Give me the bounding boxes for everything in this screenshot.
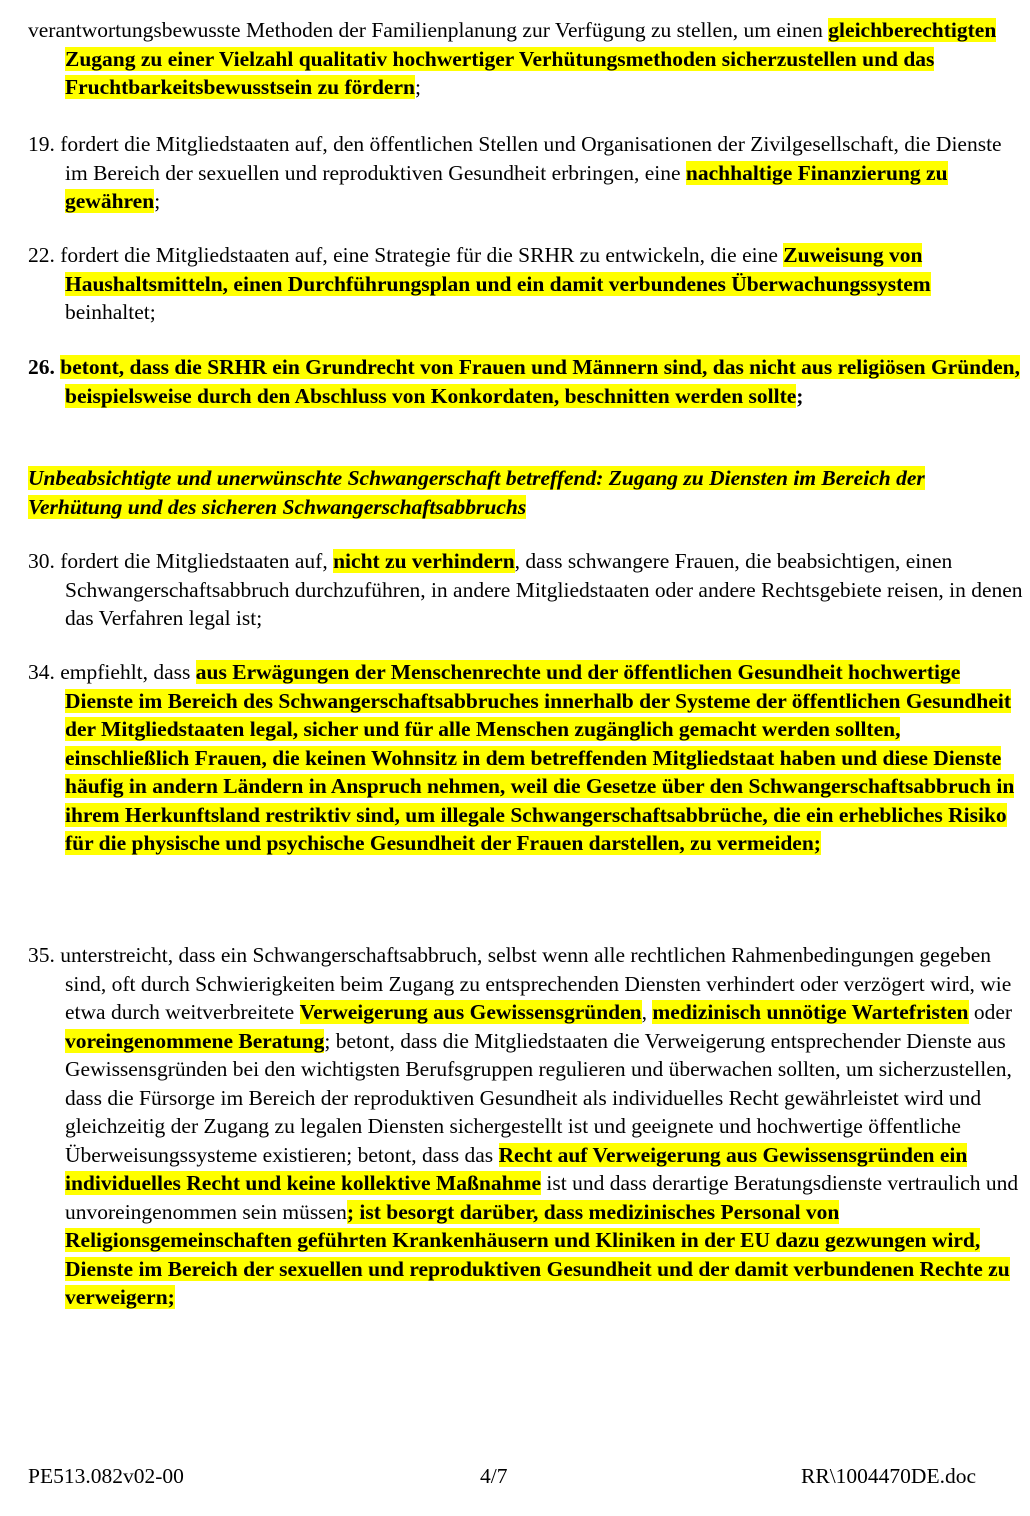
paragraph-text: 34. empfiehlt, dass bbox=[28, 660, 196, 684]
highlighted-text: betont, dass die SRHR ein Grundrecht von Frauen und Männern sind, das nicht aus religiösen Gründen, beispielsweise durch den Abschluss von Konkordaten, beschnitten werden sollte bbox=[60, 355, 1020, 408]
paragraph-35 bbox=[28, 941, 1025, 1312]
highlighted-text: ; ist besorgt darüber, dass medizinisches Personal von Religionsgemeinschaften geführten Krankenhäusern und Kliniken in der EU dazu gezwungen wird, Dienste im Bereich der sexuellen und reproduktiven Gesundheit und der damit verbundenen Rechte zu verweigern; bbox=[65, 1199, 1010, 1309]
section-heading bbox=[28, 464, 988, 521]
paragraph-22 bbox=[28, 241, 1025, 327]
highlighted-text: gleichberechtigten Zugang zu einer Vielzahl qualitativ hochwertiger Verhütungsmethoden sicherzustellen und das Fruchtbarkeitsbewusstsein zu fördern bbox=[65, 18, 997, 99]
paragraph-text: verantwortungsbewusste Methoden der Familienplanung zur Verfügung zu stellen, um einen bbox=[28, 18, 829, 42]
paragraph-text: ist und dass derartige Beratungsdienste vertraulich und unvoreingenommen sein müssen bbox=[65, 1171, 1019, 1224]
paragraph-text: 19. fordert die Mitgliedstaaten auf, den öffentlichen Stellen und Organisationen der Zivilgesellschaft, die Dienste im Bereich der sexuellen und reproduktiven Gesundheit erbringen, eine bbox=[28, 132, 1002, 185]
footer-document-reference: PE513.082v02-00 bbox=[28, 1464, 184, 1488]
paragraph-text: , bbox=[641, 1000, 653, 1024]
paragraph-19 bbox=[28, 130, 1025, 216]
highlighted-text: aus Erwägungen der Menschenrechte und der öffentlichen Gesundheit hochwertige Dienste im Bereich des Schwangerschaftsabbruches innerhalb der Systeme der öffentlichen Gesundheit der Mitgliedstaaten legal, sicher und für alle Menschen zugänglich gemacht werden sollten, einschließlich Frauen, die keinen Wohnsitz in dem betreffenden Mitgliedstaat haben und diese Dienste häufig in andern Ländern in Anspruch nehmen, weil die Gesetze über den Schwangerschaftsabbruch in ihrem Herkunftsland restriktiv sind, um illegale Schwangerschaftsabbrüche, die ein erhebliches Risiko für die physische und psychische Gesundheit der Frauen darstellen, zu vermeiden; bbox=[65, 660, 1015, 855]
paragraph-text: ; bbox=[414, 75, 421, 99]
paragraph-text: ; bbox=[796, 383, 804, 408]
page-footer bbox=[28, 1462, 976, 1492]
highlighted-text: nicht zu verhindern bbox=[333, 549, 515, 573]
paragraph-text: 22. fordert die Mitgliedstaaten auf, eine Strategie für die SRHR zu entwickeln, die eine bbox=[28, 243, 784, 267]
paragraph-text: ; betont, dass die Mitgliedstaaten die Verweigerung entsprechender Dienste aus Gewissensgründen bei den wichtigsten Berufsgruppen regulieren und überwachen sollten, um sicherzustellen, dass die Fürsorge im Bereich der reproduktiven Gesundheit als individuelles Recht gewährleistet wird und gleichzeitig der Zugang zu legalen Diensten sichergestellt ist und geeignete und hochwertige öffentliche Überweisungssysteme existieren; betont, dass das bbox=[65, 1028, 1012, 1167]
paragraph-text: 26. bbox=[28, 355, 61, 379]
paragraph-text: 30. fordert die Mitgliedstaaten auf, bbox=[28, 549, 334, 573]
paragraph-18-continued bbox=[28, 16, 1025, 102]
paragraph-text: , dass schwangere Frauen, die beabsichtigen, einen Schwangerschaftsabbruch durchzuführen, in andere Mitgliedstaaten oder andere Rechtsgebiete reisen, in denen das Verfahren legal ist; bbox=[65, 549, 1023, 630]
highlighted-text: Zuweisung von Haushaltsmitteln, einen Durchführungsplan und ein damit verbundenes Überwachungssystem bbox=[65, 243, 931, 296]
paragraph-text: ; bbox=[154, 189, 161, 213]
paragraph-26 bbox=[28, 353, 1025, 410]
paragraph-text: oder bbox=[968, 1000, 1013, 1024]
paragraph-text: beinhaltet; bbox=[65, 300, 156, 324]
paragraph-text: 35. unterstreicht, dass ein Schwangerschaftsabbruch, selbst wenn alle rechtlichen Rahmenbedingungen gegeben sind, oft durch Schwierigkeiten beim Zugang zu entsprechenden Diensten verhindert oder verzögert wird, wie etwa durch weitverbreitete bbox=[28, 943, 1012, 1024]
highlighted-text: Verweigerung aus Gewissensgründen bbox=[299, 1000, 642, 1024]
paragraph-30 bbox=[28, 547, 1025, 633]
paragraph-34 bbox=[28, 658, 1025, 858]
highlighted-text: Recht auf Verweigerung aus Gewissensgründen ein individuelles Recht und keine kollektive Maßnahme bbox=[65, 1142, 968, 1195]
footer-file-name: RR\1004470DE.doc bbox=[801, 1464, 976, 1488]
footer-page-number: 4/7 bbox=[480, 1464, 508, 1488]
highlighted-text: Unbeabsichtigte und unerwünschte Schwangerschaft betreffend: Zugang zu Diensten im Bereich der Verhütung und des sicheren Schwangerschaftsabbruchs bbox=[28, 466, 925, 519]
highlighted-text: voreingenommene Beratung bbox=[65, 1028, 325, 1053]
highlighted-text: nachhaltige Finanzierung zu gewähren bbox=[65, 160, 948, 213]
highlighted-text: medizinisch unnötige Wartefristen bbox=[652, 1000, 969, 1024]
